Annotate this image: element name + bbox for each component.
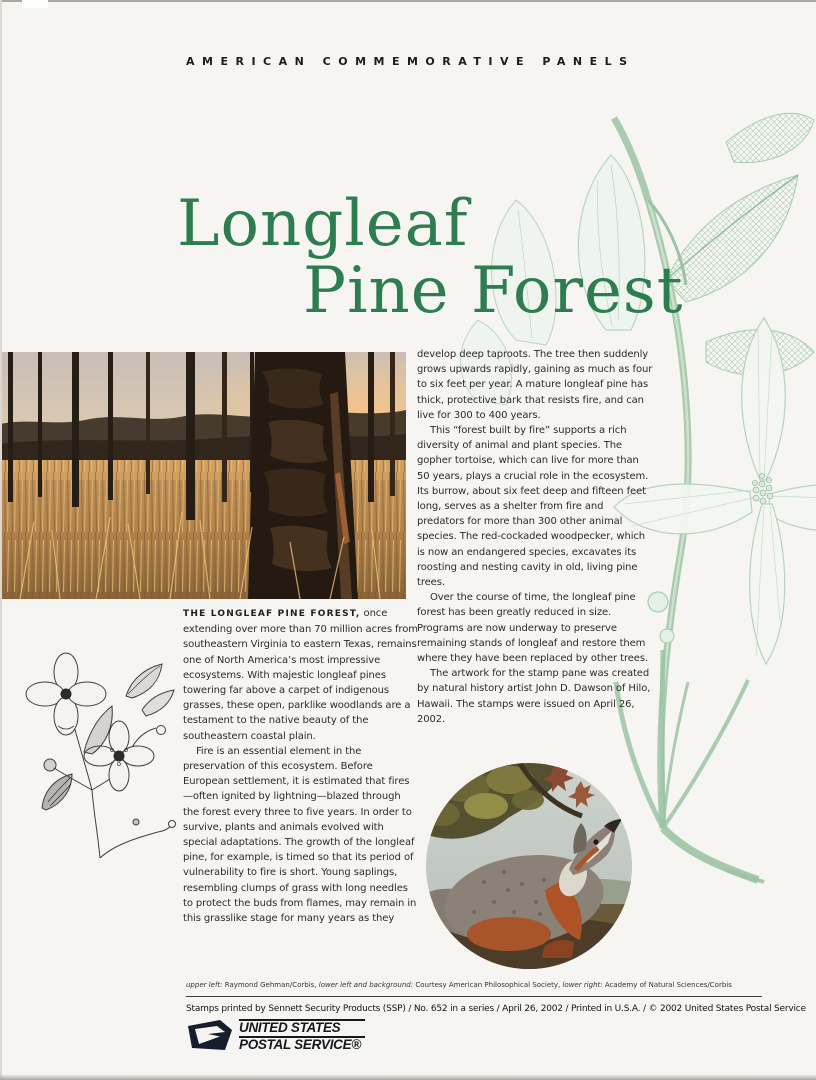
panel-title-line1: Longleaf: [177, 187, 469, 261]
footer-rule: [186, 996, 762, 997]
scan-edge-bottom: [0, 1074, 816, 1080]
credit-value: Academy of Natural Sciences/Corbis: [602, 981, 732, 989]
credit-label: upper left:: [186, 981, 223, 989]
usps-logo: [187, 1019, 365, 1052]
sketch-art: [14, 640, 178, 862]
credit-value: Raymond Gehman/Corbis,: [222, 981, 319, 989]
scan-edge-left: [0, 0, 2, 1080]
credit-label: lower left and background:: [318, 981, 414, 989]
scan-edge-top: [0, 0, 816, 2]
usps-line2: POSTAL SERVICE®: [239, 1036, 365, 1053]
right-column: [417, 347, 653, 727]
print-info-line: Stamps printed by Sennett Security Products (SSP) / No. 652 in a series / April 26, 2002 / Printed in U.S.A. / © 2002 United States Postal Service: [186, 1004, 806, 1014]
dogwood-ink-sketch: [14, 640, 178, 862]
usps-line1: UNITED STATES: [239, 1019, 365, 1036]
fox-circle-artwork: [424, 762, 634, 970]
body-paragraph: The artwork for the stamp pane was created by natural history artist John D. Dawson of Hilo, Hawaii. The stamps were issued on April 26, 2002.: [417, 668, 651, 725]
body-paragraph: develop deep taproots. The tree then suddenly grows upwards rapidly, gaining as much as four to six feet per year. A mature longleaf pine has thick, protective bark that resists fire, and can live for 300 to 400 years.: [417, 349, 653, 421]
paragraph-text: once extending over more than 70 million acres from southeastern Virginia to eastern Texas, remains one of North America’s most impressive ecosystems. With majestic longleaf pines towering far above a carpet of indigenous grasses, these open, parklike woodlands are a testament to the native beauty of the southeastern coastal plain.: [183, 608, 418, 742]
body-paragraph: [183, 606, 419, 744]
credit-label: lower right:: [562, 981, 603, 989]
scan-notch: [22, 0, 48, 8]
lead-in-small-caps: THE LONGLEAF PINE FOREST,: [183, 609, 361, 619]
usps-eagle-icon: [187, 1019, 233, 1051]
body-paragraph: This “forest built by fire” supports a rich diversity of animal and plant species. The gopher tortoise, which can live for more than 50 years, plays a crucial role in the ecosystem. Its burrow, about six feet deep and fifteen feet long, serves as a shelter from fire and predators for more than 300 other animal species. The red-cockaded woodpecker, which is now an endangered species, excavates its roosting and nesting cavity in old, living pine trees.: [417, 425, 649, 589]
forest-photo-art: [0, 352, 406, 599]
left-column: [183, 606, 419, 926]
forest-photo: [0, 352, 406, 599]
body-paragraph: Over the course of time, the longleaf pine forest has been greatly reduced in size. Programs are now underway to preserve remaining stands of longleaf and restore them where they have been replaced by other trees.: [417, 592, 649, 665]
series-header: AMERICAN COMMEMORATIVE PANELS: [186, 55, 635, 68]
photo-credits-line: [186, 981, 786, 989]
body-paragraph: Fire is an essential element in the preservation of this ecosystem. Before European settlement, it is estimated that fires—often ignited by lightning—blazed through the forest every three to five years. In order to survive, plants and animals evolved with special adaptations. The growth of the longleaf pine, for example, is timed so that its period of vulnerability to fire is short. Young saplings, resembling clumps of grass with long needles to protect the buds from flames, may remain in this grasslike stage for many years as they: [183, 745, 417, 925]
panel-title-line2: Pine Forest: [303, 254, 684, 328]
credit-value: Courtesy American Philosophical Society,: [413, 981, 563, 989]
usps-logo-text: [239, 1019, 365, 1052]
fox-art: [424, 762, 634, 970]
